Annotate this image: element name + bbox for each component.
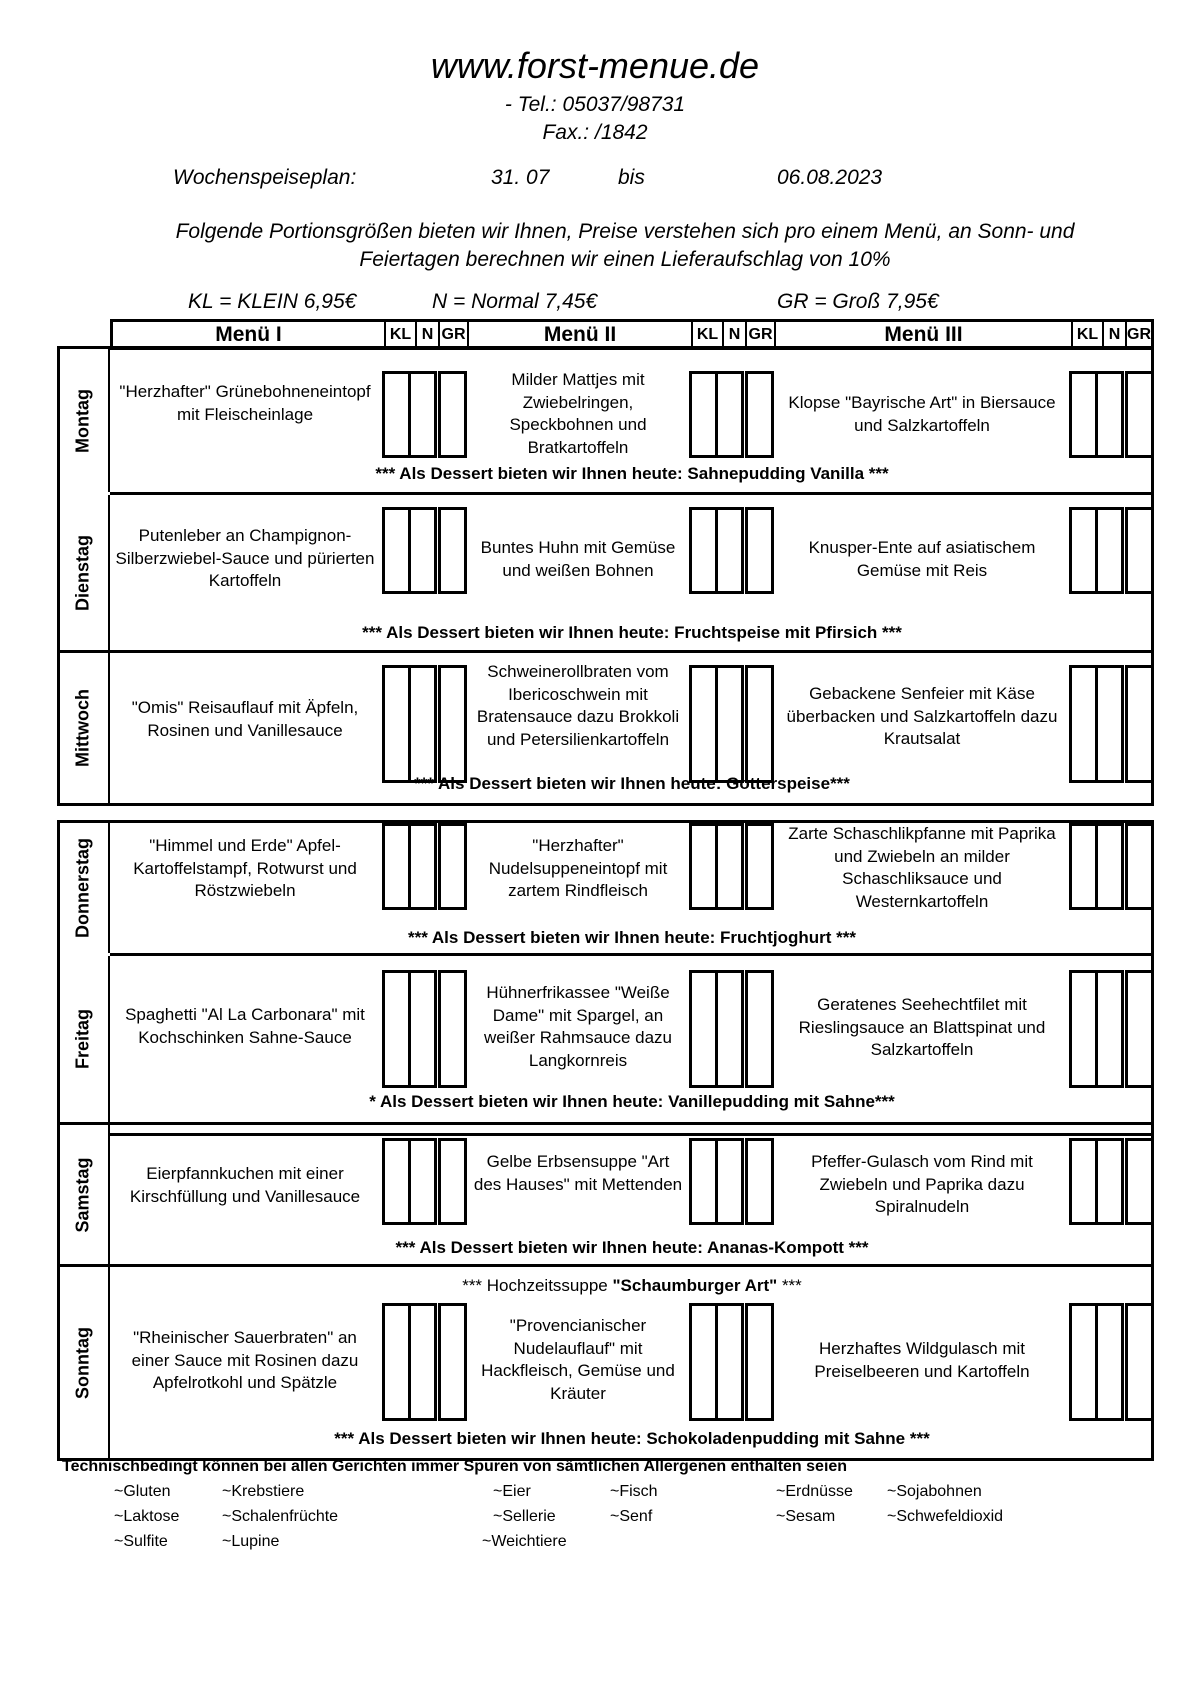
order-boxes[interactable] <box>382 371 469 458</box>
menu2-dish: Schweinerollbraten vom Ibericoschwein mit Bratensauce dazu Brokkoli und Petersilienkartoffeln <box>476 662 680 749</box>
order-boxes[interactable] <box>1069 1303 1156 1421</box>
order-boxes[interactable] <box>1069 665 1156 783</box>
order-boxes[interactable] <box>1069 507 1156 594</box>
menu2-header: Menü II <box>467 322 691 347</box>
order-boxes[interactable] <box>382 507 469 594</box>
day-row-mittwoch <box>57 653 1154 803</box>
order-boxes[interactable] <box>689 507 776 594</box>
day-column <box>57 956 110 1122</box>
order-boxes[interactable] <box>382 970 469 1088</box>
order-boxes[interactable] <box>1069 970 1156 1088</box>
order-boxes[interactable] <box>382 823 469 910</box>
week-from: 31. 07 <box>491 166 550 189</box>
order-boxes[interactable] <box>689 665 776 783</box>
allergen-item: ~Krebstiere <box>222 1483 305 1500</box>
menu2-dish: Hühnerfrikassee "Weiße Dame" mit Spargel, an weißer Rahmsauce dazu Langkornreis <box>483 983 673 1070</box>
day-column <box>57 349 110 492</box>
menu3-dish: Knusper-Ente auf asiatischem Gemüse mit Reis <box>808 538 1036 580</box>
menu3-dish: Gebackene Senfeier mit Käse überbacken und Salzkartoffeln dazu Krautsalat <box>786 684 1058 748</box>
dessert-line: *** Als Dessert bieten wir Ihnen heute: Fruchtspeise mit Pfirsich *** <box>362 623 902 642</box>
day-row-freitag <box>57 956 1154 1122</box>
day-column <box>57 1267 110 1458</box>
day-label: Dienstag <box>72 534 92 611</box>
soup-prefix: *** Hochzeitssuppe <box>462 1276 613 1295</box>
menu3-dish: Zarte Schaschlikpfanne mit Paprika und Zwiebeln an milder Schaschliksauce und Westernkartoffeln <box>788 824 1056 911</box>
day-column <box>57 653 110 803</box>
kl-header: KL <box>691 322 722 347</box>
menu1-dish: "Himmel und Erde" Apfel- Kartoffelstampf, Rotwurst und Röstzwiebeln <box>133 836 357 900</box>
order-boxes[interactable] <box>1069 1138 1156 1225</box>
order-boxes[interactable] <box>1069 371 1156 458</box>
allergen-note: Technischbedingt können bei allen Gerichten immer Spuren von sämtlichen Allergenen enthalten seien <box>62 1458 848 1475</box>
page-title: www.forst-menue.de <box>430 45 760 86</box>
day-row-sonntag <box>57 1267 1154 1458</box>
day-label: Sonntag <box>72 1326 92 1399</box>
order-boxes[interactable] <box>689 970 776 1088</box>
kl-header: KL <box>1071 322 1102 347</box>
menu2-dish: Gelbe Erbsensuppe "Art des Hauses" mit Mettenden <box>473 1152 683 1194</box>
kl-header: KL <box>384 322 415 347</box>
order-boxes[interactable] <box>689 1303 776 1421</box>
price-kl: KL = KLEIN 6,95€ <box>188 290 357 313</box>
gr-header: GR <box>438 322 467 347</box>
order-boxes[interactable] <box>382 665 469 783</box>
order-boxes[interactable] <box>689 371 776 458</box>
wedding-soup-line <box>110 1275 1154 1297</box>
allergen-item: ~Sojabohnen <box>887 1483 982 1500</box>
menu1-dish: Putenleber an Champignon-Silberzwiebel-Sauce und pürierten Kartoffeln <box>115 526 375 590</box>
fax-number: Fax.: /1842 <box>542 121 648 144</box>
day-column <box>57 1125 110 1264</box>
allergen-item: ~Sesam <box>776 1508 836 1525</box>
order-boxes[interactable] <box>689 823 776 910</box>
day-row-montag <box>57 349 1154 492</box>
phone-number: - Tel.: 05037/98731 <box>504 93 686 116</box>
allergen-item: ~Gluten <box>114 1483 171 1500</box>
price-n: N = Normal 7,45€ <box>432 290 598 313</box>
menu3-header: Menü III <box>774 322 1071 347</box>
day-row-donnerstag <box>57 823 1154 953</box>
day-column <box>57 823 110 953</box>
allergen-item: ~Sellerie <box>493 1508 556 1525</box>
soup-suffix: *** <box>777 1276 802 1295</box>
allergen-item: ~Erdnüsse <box>776 1483 853 1500</box>
allergen-item: ~Eier <box>493 1483 531 1500</box>
day-column <box>57 495 110 650</box>
allergen-item: ~Schwefeldioxid <box>887 1508 1004 1525</box>
order-boxes[interactable] <box>382 1138 469 1225</box>
menu3-dish: Klopse "Bayrische Art" in Biersauce und Salzkartoffeln <box>788 393 1056 435</box>
allergen-item: ~Senf <box>610 1508 653 1525</box>
menu3-dish: Geratenes Seehechtfilet mit Rieslingsauce an Blattspinat und Salzkartoffeln <box>798 995 1046 1059</box>
week-bis: bis <box>618 166 645 189</box>
day-row-dienstag <box>57 495 1154 650</box>
order-boxes[interactable] <box>1069 823 1156 910</box>
n-header: N <box>722 322 745 347</box>
menu1-dish: "Herzhafter" Grünebohneneintopf mit Fleischeinlage <box>119 382 371 424</box>
allergen-item: ~Sulfite <box>114 1533 168 1550</box>
day-label: Freitag <box>72 1008 92 1070</box>
menu2-dish: Buntes Huhn mit Gemüse und weißen Bohnen <box>480 538 676 580</box>
dessert-line: *** Als Dessert bieten wir Ihnen heute: Ananas-Kompott *** <box>395 1238 869 1257</box>
dessert-line: *** Als Dessert bieten wir Ihnen heute: Schokoladenpudding mit Sahne *** <box>334 1429 930 1448</box>
n-header: N <box>1102 322 1125 347</box>
row-divider <box>110 1133 1154 1136</box>
day-label: Donnerstag <box>72 837 92 939</box>
dessert-line: *** Als Dessert bieten wir Ihnen heute: Fruchtjoghurt *** <box>407 928 857 947</box>
allergen-item: ~Schalenfrüchte <box>222 1508 339 1525</box>
allergen-item: ~Weichtiere <box>482 1533 567 1550</box>
order-boxes[interactable] <box>689 1138 776 1225</box>
allergen-item: ~Laktose <box>114 1508 180 1525</box>
menu2-dish: "Provencianischer Nudelauflauf" mit Hackfleisch, Gemüse und Kräuter <box>481 1316 675 1403</box>
week-label: Wochenspeiseplan: <box>173 166 357 189</box>
allergen-item: ~Lupine <box>222 1533 280 1550</box>
menu1-dish: "Rheinischer Sauerbraten" an einer Sauce mit Rosinen dazu Apfelrotkohl und Spätzle <box>131 1328 359 1392</box>
day-label: Montag <box>72 388 92 453</box>
order-boxes[interactable] <box>382 1303 469 1421</box>
menu1-dish: Eierpfannkuchen mit einer Kirschfüllung und Vanillesauce <box>129 1164 361 1206</box>
week-to: 06.08.2023 <box>777 166 883 189</box>
soup-name: "Schaumburger Art" <box>612 1276 778 1295</box>
dessert-line: *** Als Dessert bieten wir Ihnen heute: Götterspeise*** <box>414 774 850 793</box>
dessert-line: *** Als Dessert bieten wir Ihnen heute: Sahnepudding Vanilla *** <box>375 464 889 483</box>
n-header: N <box>415 322 438 347</box>
menu3-dish: Pfeffer-Gulasch vom Rind mit Zwiebeln und Paprika dazu Spiralnudeln <box>811 1152 1033 1216</box>
price-gr: GR = Groß 7,95€ <box>777 290 939 313</box>
menu1-dish: "Omis" Reisauflauf mit Äpfeln, Rosinen und Vanillesauce <box>131 698 359 740</box>
menu3-dish: Herzhaftes Wildgulasch mit Preiselbeeren und Kartoffeln <box>814 1339 1030 1381</box>
day-row-samstag <box>57 1125 1154 1264</box>
gr-header: GR <box>745 322 774 347</box>
allergen-item: ~Fisch <box>610 1483 658 1500</box>
menu2-dish: "Herzhafter" Nudelsuppeneintopf mit zartem Rindfleisch <box>488 836 668 900</box>
day-label: Samstag <box>72 1156 92 1233</box>
dessert-line: * Als Dessert bieten wir Ihnen heute: Vanillepudding mit Sahne*** <box>369 1092 895 1111</box>
intro-text: Folgende Portionsgrößen bieten wir Ihnen, Preise verstehen sich pro einem Menü, an Sonn- und Feiertagen berechnen wir einen Lieferaufschlag von 10% <box>175 220 1075 271</box>
menu1-header: Menü I <box>215 323 282 346</box>
menu1-dish: Spaghetti "Al La Carbonara" mit Kochschinken Sahne-Sauce <box>125 1005 365 1047</box>
menu2-dish: Milder Mattjes mit Zwiebelringen, Speckbohnen und Bratkartoffeln <box>509 370 647 457</box>
gr-header: GR <box>1125 322 1151 347</box>
day-label: Mittwoch <box>72 689 92 767</box>
